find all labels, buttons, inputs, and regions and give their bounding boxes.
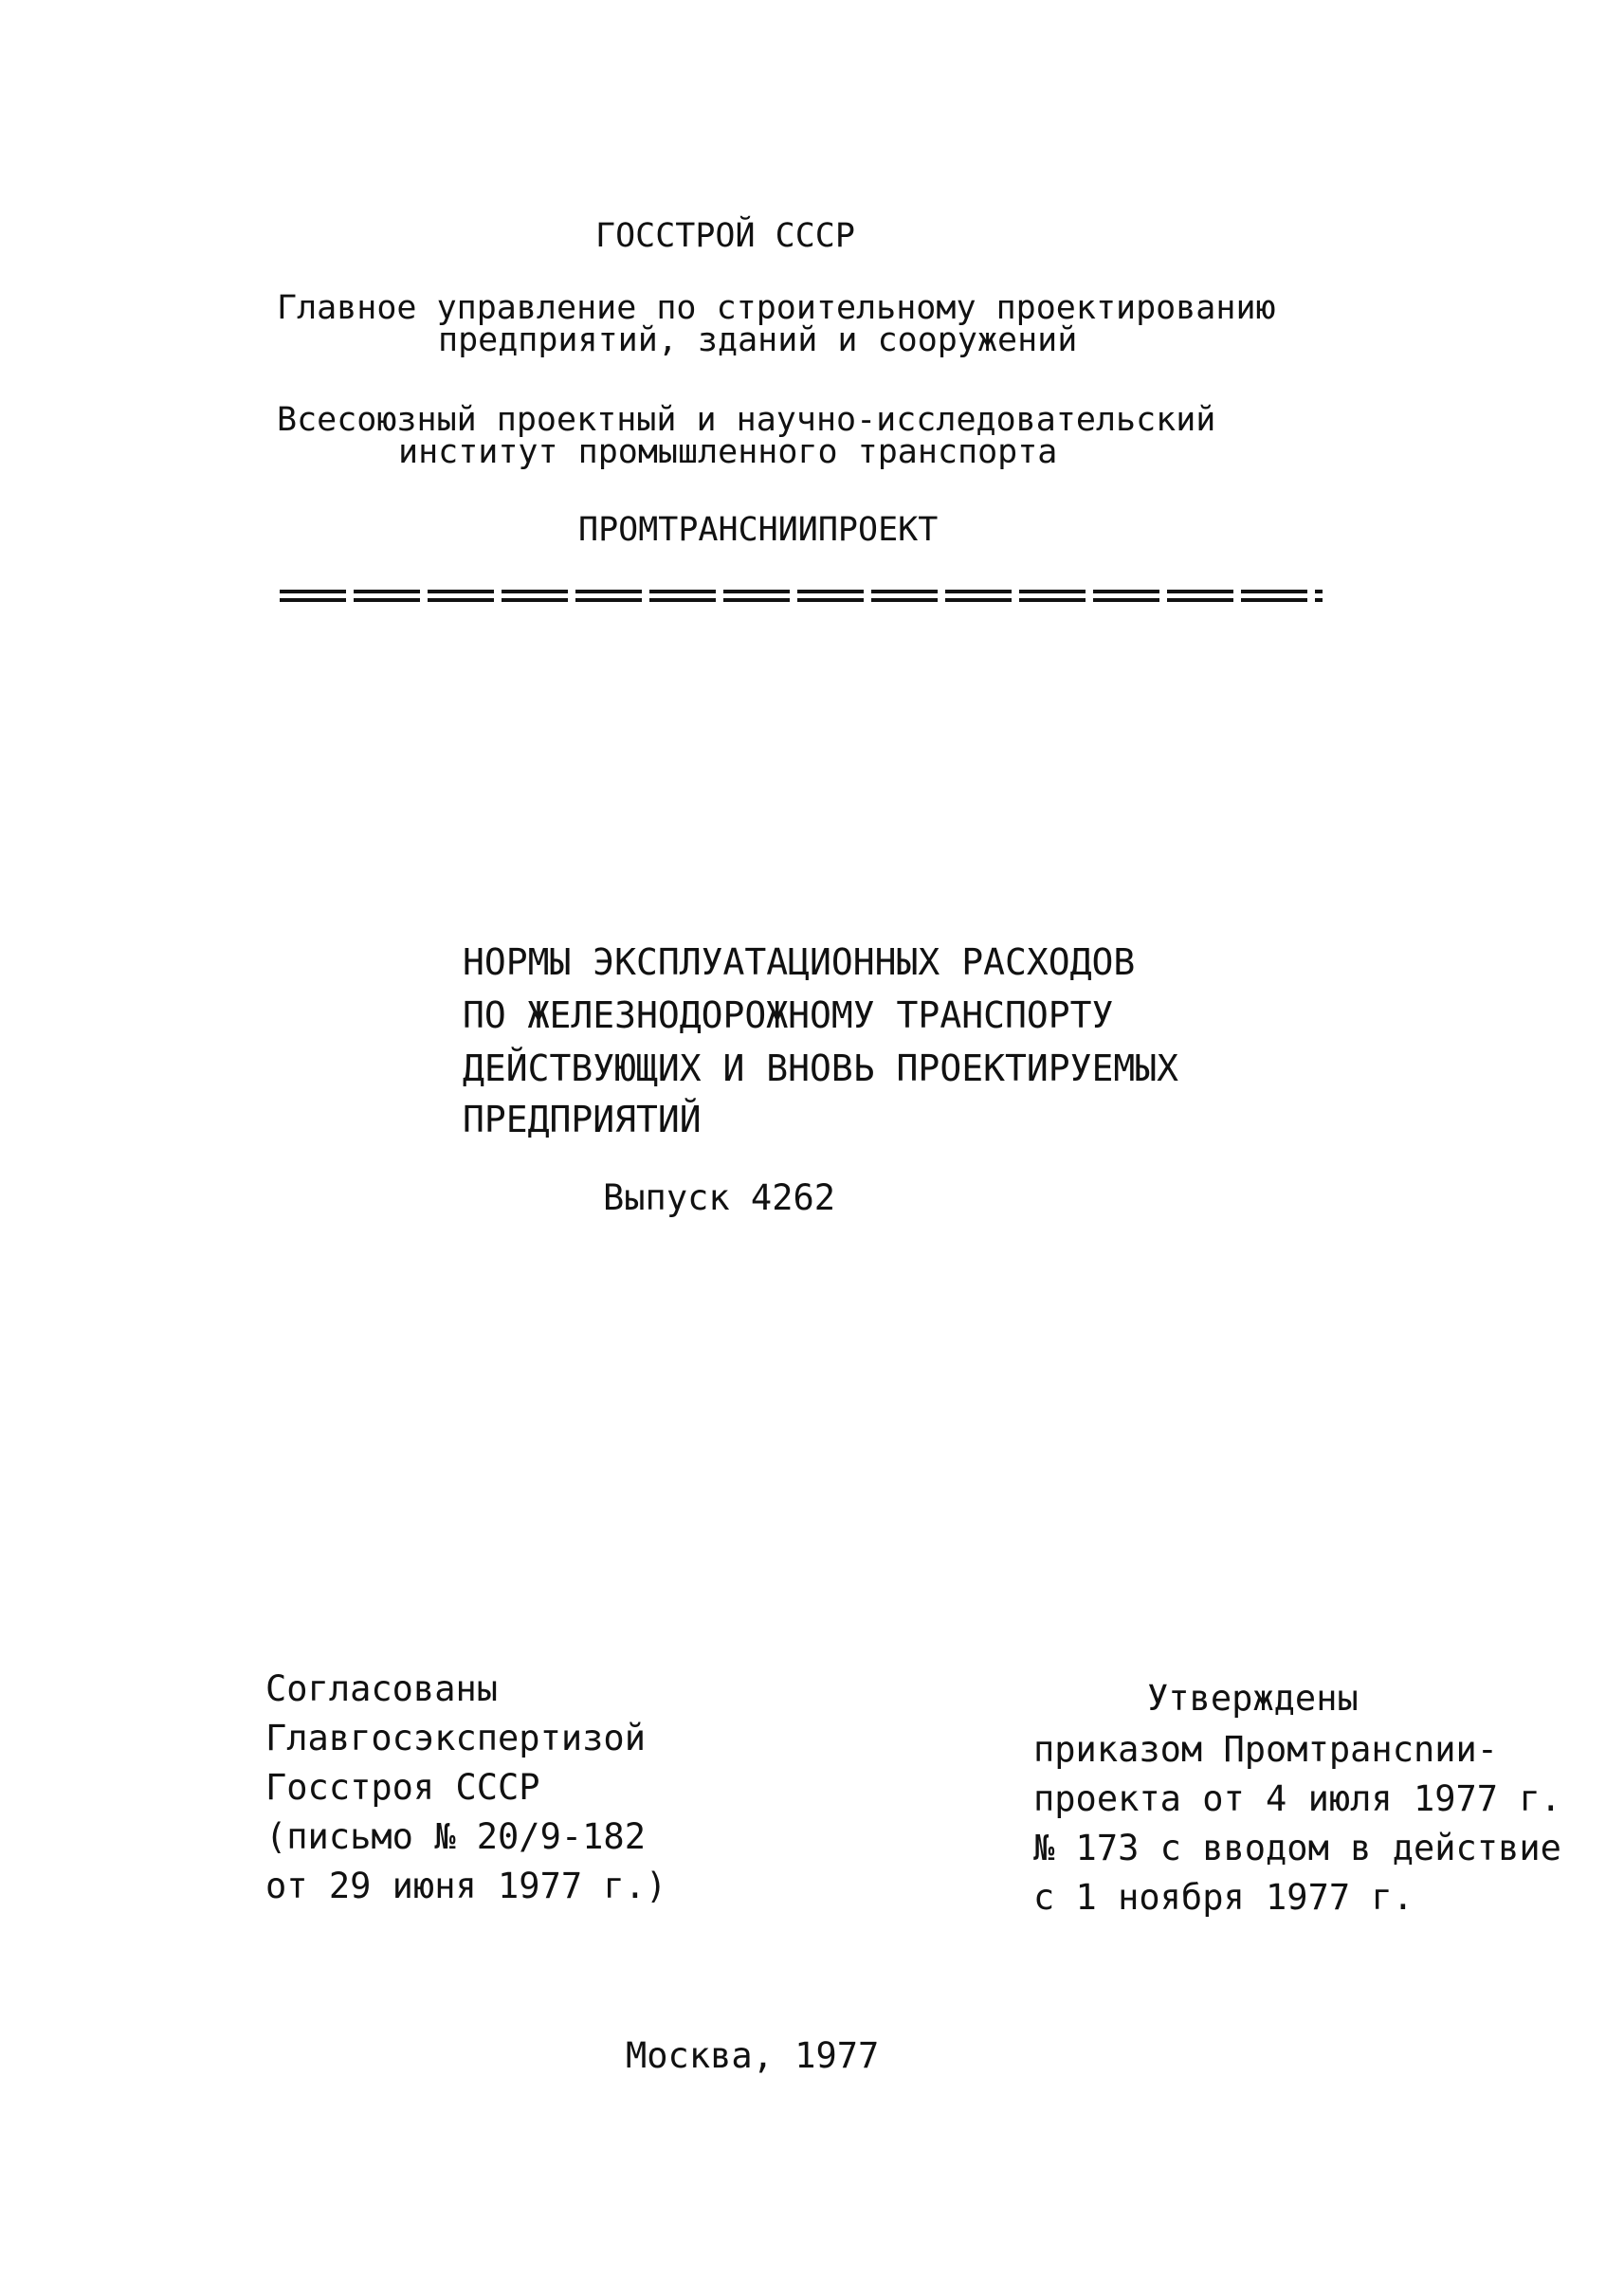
approved-line-3: проекта от 4 июля 1977 г.	[1033, 1778, 1561, 1819]
approved-line-2: приказом Промтрансnии-	[1033, 1729, 1499, 1770]
title-line-1: НОРМЫ ЭКСПЛУАТАЦИОННЫХ РАСХОДОВ	[463, 941, 1136, 983]
department-line-1: Главное управление по строительному проектированию	[277, 289, 1276, 327]
agreed-line-5: от 29 июня 1977 г.)	[265, 1866, 667, 1906]
title-line-3: ДЕЙСТВУЮЩИХ И ВНОВЬ ПРОЕКТИРУЕМЫХ	[463, 1047, 1178, 1089]
institute-line-2: институт промышленного транспорта	[398, 433, 1058, 471]
issue-number: Выпуск 4262	[603, 1177, 836, 1218]
double-rule-divider	[280, 590, 1323, 603]
place-and-year: Москва, 1977	[626, 2035, 880, 2076]
agreed-line-3: Госстроя СССР	[265, 1767, 540, 1808]
department-line-2: предприятий, зданий и сооружений	[438, 321, 1078, 359]
approved-line-4: № 173 с вводом в действие	[1033, 1828, 1561, 1868]
agreed-line-2: Главгосэкспертизой	[265, 1718, 646, 1758]
agreed-line-4: (письмо № 20/9-182	[265, 1816, 646, 1857]
agreed-line-1: Согласованы	[265, 1668, 499, 1709]
institute-line-1: Всесоюзный проектный и научно-исследовательский	[277, 401, 1216, 439]
approved-line-1: Утверждены	[1147, 1678, 1359, 1719]
institute-abbreviation: ПРОМТРАНСНИИПРОЕКТ	[578, 511, 939, 549]
org-name: ГОССТРОЙ СССР	[595, 217, 855, 255]
title-line-4: ПРЕДПРИЯТИЙ	[463, 1099, 702, 1140]
title-line-2: ПО ЖЕЛЕЗНОДОРОЖНОМУ ТРАНСПОРТУ	[463, 994, 1114, 1036]
approved-line-5: с 1 ноября 1977 г.	[1033, 1877, 1414, 1918]
